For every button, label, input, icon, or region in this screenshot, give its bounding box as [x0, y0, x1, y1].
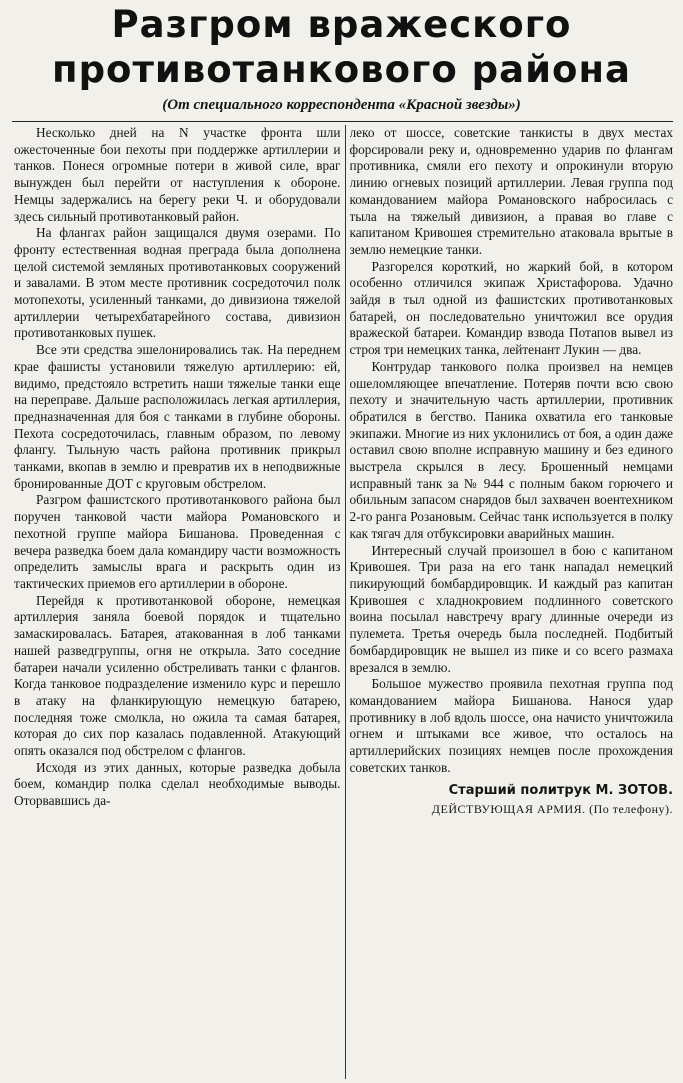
paragraph: Интересный случай произошел в бою с капитаном Кривошея. Три раза на его танк нападал немецкий пикирующий бомбардировщик. И каждый раз капитан Кривошея с хладнокровием подлинного советского воина посылал навстречу врагу длинные очереди из пулемета. Третья очередь была последней. Подбитый бомбардировщик не вышел из пике и со всего размаха врезался в землю.: [349, 542, 674, 675]
header-rule: [12, 121, 673, 122]
left-column: [14, 125, 341, 1079]
author-signature: Старший политрук М. ЗОТОВ.: [448, 783, 674, 799]
paragraph-continued: леко от шоссе, советские танкисты в двух местах форсировали реку и, одновременно ударив по флангам противника, смяли его пехоту и опрокинули вторую линию огневых позиций артиллерии. Левая группа под командованием майора Романовского набросилась с тыла на тяжелый дивизион, а правая во главе с капитаном Кривошея стремительно атаковала врытые в землю немецкие танки.: [349, 125, 674, 257]
paragraph: Разгорелся короткий, но жаркий бой, в котором особенно отличился экипаж Христафорова. Удачно зайдя в тыл одной из фашистских противотанковых батарей, он последовательно уничтожил все орудия вражеской батареи. Командир взвода Потапов вывел из строя три немецких танка, лейтенант Лукин — два.: [349, 258, 674, 358]
paragraph: Исходя из этих данных, которые разведка добыла боем, командир полка сделал необходимые выводы. Оторвавшись да-: [14, 759, 341, 809]
paragraph: Все эти средства эшелонировались так. На переднем крае фашисты установили тяжелую артиллерию: ей, видимо, предстояло встретить наши тяжелые танки еще на переправе. Дальше расположилась легкая артиллерия, предназначенная для боя с танками в глубине обороны. Пехота сосредоточилась, главным образом, по левому флангу. Тыльную часть района противник прикрыл танками, вкопав в землю и превратив их в неподвижные бронированные ДОТ с круговым обстрелом.: [14, 342, 341, 491]
article-body: [14, 125, 673, 1079]
right-column: [350, 125, 674, 1079]
dateline: ДЕЙСТВУЮЩАЯ АРМИЯ. (По телефону).: [431, 802, 674, 817]
paragraph: Несколько дней на N участке фронта шли ожесточенные бои пехоты при поддержке артиллерии и танков. Понеся огромные потери в живой силе, враг вынужден был перейти от наступления к обороне. Немцы задержались на берегу реки Ч. и оборудовали здесь сильный противотанковый район.: [14, 125, 341, 224]
subheadline: (От специального корреспондента «Красной звезды»): [162, 97, 521, 113]
paragraph: Разгром фашистского противотанкового района был поручен танковой части майора Романовского и пехотной группе майора Бишанова. Проведенная с вечера разведка боем дала командиру части возможность определить замыслы врага и раскрыть один из тактических приемов его артиллерии в обороне.: [14, 492, 341, 591]
paragraph: Большое мужество проявила пехотная группа под командованием майора Бишанова. Нанося удар противнику в лоб вдоль шоссе, она начисто уничтожила огнем и штыками все живое, что осталось на артиллерийских позициях немцев после прохождения советских танков.: [349, 676, 674, 775]
headline-line-2: противотанкового района: [52, 48, 631, 91]
paragraph: На флангах район защищался двумя озерами. По фронту естественная водная преграда была дополнена целой системой земляных противотанковых сооружений и завалами. В этом месте противник сосредоточил полк мотопехоты, усиленный танками, до дивизиона тяжелой артиллерии четырехбатарейного состава, дивизион противотанковых пушек.: [14, 225, 341, 341]
paragraph: Контрудар танкового полка произвел на немцев ошеломляющее впечатление. Потеряв почти всю свою пехоту и значительную часть артиллерии, противник обратился в бегство. Паника охватила его танковые экипажи. Многие из них уклонились от боя, а один даже оставил свою вполне исправную машину и без единого выстрела скрылся в лесу. Брошенный немцами исправный танк за № 944 с полным баком горючего и обильным запасом снарядов был захвачен воентехником 2-го ранга Розановым. Сейчас танк используется в полку как тягач для отбуксировки аварийных машин.: [349, 358, 674, 541]
paragraph: Перейдя к противотанковой обороне, немецкая артиллерия заняла боевой порядок и тщательно замаскировалась. Батарея, атакованная в лоб танками нашей разведгруппы, огня не открыла. Зато соседние батареи начали усиленно обстреливать танки с флангов. Когда танковое подразделение изменило курс и перешло в атаку на фланкирующую немецкую батарею, последняя тоже смолкла, но ожила та самая батарея, которая до сих пор казалась подавленной. Атакующий опять оказался под обстрелом с флангов.: [14, 592, 341, 759]
headline-line-1: Разгром вражеского: [111, 3, 572, 46]
column-divider: [345, 125, 346, 1079]
